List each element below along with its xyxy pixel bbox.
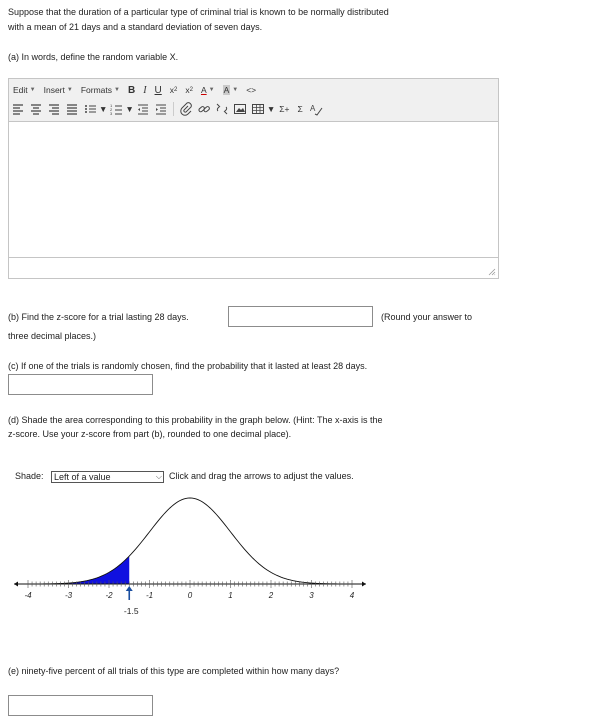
days-input[interactable] [8, 695, 153, 716]
subscript-button[interactable]: x 2 [169, 85, 178, 95]
align-center-icon[interactable] [27, 102, 45, 116]
shade-label: Shade: [15, 471, 44, 481]
shade-select[interactable]: Left of a value ⌵ [51, 471, 164, 483]
arrow-value-label: -1.5 [123, 606, 139, 616]
unlink-icon[interactable] [213, 102, 231, 116]
axis-ticks [28, 580, 352, 588]
underline-button[interactable]: U [154, 84, 162, 96]
superscript-button[interactable]: x 2 [185, 85, 193, 95]
bullet-list-icon[interactable] [81, 102, 99, 116]
shade-instruction: Click and drag the arrows to adjust the values. [169, 471, 354, 481]
z-score-input[interactable] [228, 306, 373, 327]
bullet-list-dropdown-icon[interactable]: ▼ [99, 104, 108, 114]
link-icon[interactable] [195, 102, 213, 116]
italic-button[interactable]: I [143, 84, 147, 96]
indent-icon[interactable] [152, 102, 170, 116]
rich-text-editor [8, 78, 499, 279]
intro-line-1: Suppose that the duration of a particular type of criminal trial is known to be normally distributed [8, 7, 389, 17]
tick-label: 0 [187, 591, 193, 600]
part-b-hint-2: three decimal places.) [8, 331, 97, 341]
table-icon[interactable] [249, 102, 267, 116]
tick-label: -2 [105, 591, 113, 600]
part-e-question: (e) ninety-five percent of all trials of this type are completed within how many days? [8, 666, 340, 676]
svg-text:1: 1 [110, 103, 113, 108]
numbered-list-icon[interactable] [107, 102, 125, 116]
drag-arrow-handle[interactable] [126, 586, 133, 600]
outdent-icon[interactable] [134, 102, 152, 116]
part-d-question-2: z-score. Use your z-score from part (b), rounded to one decimal place). [8, 429, 292, 439]
axis-tick-labels [24, 591, 354, 600]
formats-menu[interactable]: Formats ▼ [80, 85, 120, 95]
text-color-button[interactable]: A ▼ [200, 85, 215, 95]
edit-menu[interactable]: Edit ▼ [13, 85, 36, 95]
image-icon[interactable] [231, 102, 249, 116]
axis-right-arrow-icon [362, 582, 366, 587]
normal-curve [16, 498, 364, 584]
tick-label: -3 [64, 591, 73, 600]
sum-button[interactable]: Σ [297, 104, 303, 114]
tick-label: 4 [349, 591, 355, 600]
tick-label: 2 [268, 591, 274, 600]
part-a-question: (a) In words, define the random variable X. [8, 52, 179, 62]
align-left-icon[interactable] [9, 102, 27, 116]
insert-menu[interactable]: Insert ▼ [43, 85, 73, 95]
align-right-icon[interactable] [45, 102, 63, 116]
numbered-list-dropdown-icon[interactable]: ▼ [125, 104, 134, 114]
sum-plus-button[interactable]: Σ+ [279, 104, 290, 114]
toolbar-divider [173, 102, 174, 116]
part-b-question: (b) Find the z-score for a trial lasting 28 days. [8, 312, 189, 322]
resize-grip-icon[interactable] [488, 268, 496, 276]
editor-text-area[interactable] [9, 122, 498, 257]
part-b-hint-1: (Round your answer to [381, 312, 473, 322]
bold-button[interactable]: B [127, 84, 136, 96]
intro-line-2: with a mean of 21 days and a standard deviation of seven days. [8, 22, 263, 32]
part-d-question-1: (d) Shade the area corresponding to this probability in the graph below. (Hint: The x-axis is the [8, 415, 383, 425]
tick-label: 3 [309, 591, 314, 600]
tick-label: 1 [228, 591, 233, 600]
editor-status-bar [9, 257, 498, 278]
tick-label: -4 [24, 591, 32, 600]
justify-icon[interactable] [63, 102, 81, 116]
svg-text:A: A [309, 104, 316, 113]
spell-check-icon[interactable] [307, 102, 325, 116]
attachment-icon[interactable] [177, 102, 195, 116]
table-dropdown-icon[interactable]: ▼ [266, 104, 276, 114]
tick-label: -1 [145, 591, 154, 600]
code-button[interactable]: <> [246, 85, 257, 95]
editor-toolbar [9, 79, 498, 122]
svg-text:3: 3 [110, 111, 113, 116]
arrow-up-icon[interactable] [126, 586, 133, 591]
probability-input[interactable] [8, 374, 153, 395]
chevron-down-icon: ⌵ [155, 472, 162, 481]
svg-text:2: 2 [110, 107, 113, 112]
part-c-question: (c) If one of the trials is randomly chosen, find the probability that it lasted at least 28 days. [8, 361, 368, 371]
background-color-button[interactable]: A ▼ [223, 85, 239, 95]
axis-left-arrow-icon [14, 582, 18, 587]
normal-curve-graph [0, 490, 380, 630]
